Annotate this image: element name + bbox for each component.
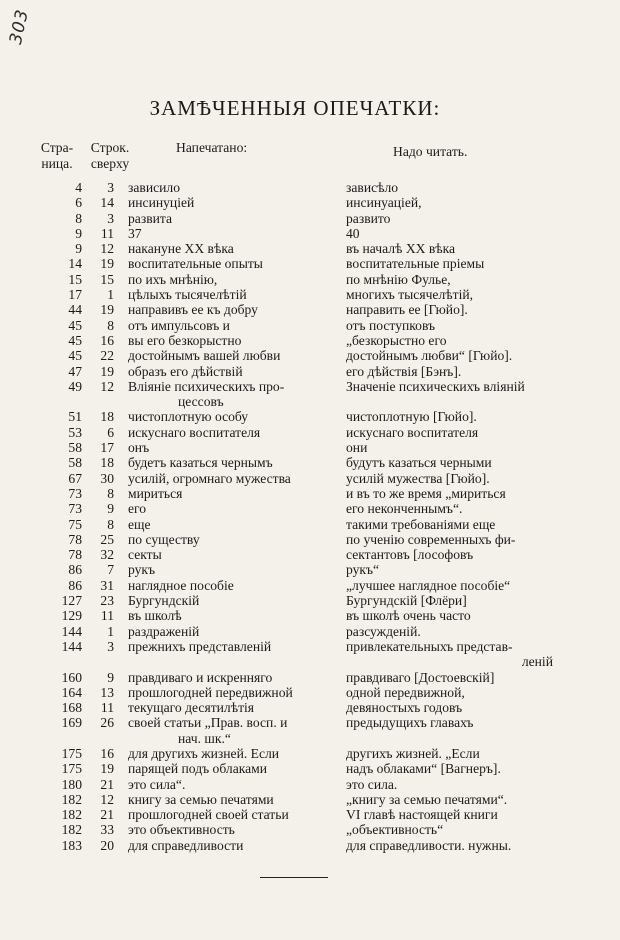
printed-text: прошлогодней передвижной	[128, 684, 293, 700]
page-number: 15	[68, 271, 82, 287]
printed-text: будетъ казаться чернымъ	[128, 455, 273, 471]
correct-text: разсужденiй.	[346, 623, 421, 639]
line-number: 17	[100, 440, 114, 456]
correct-text: искуснаго воспитателя	[346, 424, 479, 440]
table-row	[28, 180, 598, 195]
printed-text: парящей подъ облаками	[128, 761, 268, 777]
correct-text: сектантовъ [лософовъ	[346, 547, 474, 563]
printed-text: прошлогодней своей статьи	[128, 807, 289, 823]
page-number: 183	[61, 837, 82, 853]
line-number: 13	[100, 684, 114, 700]
table-row	[28, 639, 598, 670]
header-printed: Напечатано:	[176, 140, 248, 155]
printed-text: направивъ ее къ добру	[128, 302, 258, 318]
table-row	[28, 792, 598, 807]
correct-text: надъ облаками“ [Вагнеръ].	[346, 761, 501, 777]
line-number: 19	[100, 363, 114, 379]
table-row	[28, 425, 598, 440]
table-row	[28, 517, 598, 532]
line-number: 19	[100, 256, 114, 272]
page-number: 9	[75, 241, 82, 257]
printed-text: его	[128, 501, 147, 517]
line-number: 8	[107, 485, 114, 501]
line-number: 20	[100, 837, 114, 853]
page-number: 160	[61, 669, 82, 685]
line-number: 14	[100, 195, 114, 211]
page-number: 58	[68, 455, 82, 471]
page-number: 47	[68, 363, 82, 379]
page-number: 4	[75, 180, 82, 195]
line-number: 12	[100, 378, 114, 394]
page-number: 73	[68, 501, 82, 517]
printed-text: наглядное пособiе	[128, 577, 234, 593]
page-number: 45	[68, 332, 82, 348]
table-row	[28, 593, 598, 608]
page-number: 180	[61, 776, 82, 792]
printed-text: мириться	[128, 485, 183, 501]
printed-text: усилiй, огромнаго мужества	[128, 470, 291, 486]
correct-text: въ началѣ XX вѣка	[346, 241, 456, 257]
correct-text: его неконченнымъ“.	[346, 501, 463, 517]
correct-text: „безкорыстно его	[346, 332, 447, 348]
page-number: 175	[61, 745, 82, 761]
line-number: 7	[107, 562, 114, 578]
printed-text: воспитательные опыты	[128, 256, 263, 272]
table-row	[28, 761, 598, 776]
page-number: 45	[68, 317, 82, 333]
line-number: 33	[100, 822, 114, 838]
correct-text: зависѣло	[346, 180, 399, 195]
printed-text-continuation: нач. шк.“	[178, 730, 231, 746]
page-number: 49	[68, 378, 82, 394]
printed-text: своей статьи „Прав. восп. и	[128, 715, 288, 731]
table-row	[28, 364, 598, 379]
page-number: 14	[68, 256, 82, 272]
header-line: Строк. сверху	[90, 140, 130, 171]
page-number: 78	[68, 531, 82, 547]
correct-text: чистоплотную [Гюйо].	[346, 409, 477, 425]
table-row	[28, 471, 598, 486]
closing-rule	[260, 877, 328, 878]
table-row	[28, 746, 598, 761]
line-number: 8	[107, 516, 114, 532]
correct-text: отъ поступковъ	[346, 317, 436, 333]
table-row	[28, 700, 598, 715]
correct-text: 40	[346, 225, 360, 241]
page-title: ЗАМѢЧЕННЫЯ ОПЕЧАТКИ:	[149, 96, 441, 120]
line-number: 8	[107, 317, 114, 333]
line-number: 9	[107, 669, 114, 685]
page-number: 86	[68, 562, 82, 578]
correct-text: другихъ жизней. „Если	[346, 745, 480, 761]
correct-text: по мнѣнiю Фулье,	[346, 271, 451, 287]
correct-text: „книгу за семью печатями“.	[346, 791, 508, 807]
table-row	[28, 318, 598, 333]
page-number: 169	[61, 715, 82, 731]
table-row	[28, 440, 598, 455]
errata-table	[28, 138, 598, 853]
table-row	[28, 226, 598, 241]
page-number: 129	[61, 608, 82, 624]
printed-text: это объективность	[128, 822, 235, 838]
table-row	[28, 409, 598, 424]
table-row	[28, 272, 598, 287]
line-number: 12	[100, 241, 114, 257]
line-number: 18	[100, 455, 114, 471]
page-number: 75	[68, 516, 82, 532]
printed-text: для другихъ жизней. Если	[128, 745, 280, 761]
correct-text: его дѣйствiя [Бэнъ].	[346, 363, 462, 379]
page-number: 44	[68, 302, 82, 318]
line-number: 16	[100, 332, 114, 348]
page-number: 144	[61, 623, 82, 639]
line-number: 26	[100, 715, 114, 731]
line-number: 22	[100, 348, 114, 364]
correct-text: „лучшее наглядное пособiе“	[346, 577, 511, 593]
line-number: 3	[107, 180, 114, 195]
table-row	[28, 807, 598, 822]
page-number: 182	[61, 791, 82, 807]
printed-text: вы его безкорыстно	[128, 332, 242, 348]
line-number: 11	[100, 700, 114, 716]
correct-text: девяностыхъ годовъ	[346, 700, 463, 716]
table-row	[28, 624, 598, 639]
table-row	[28, 241, 598, 256]
table-row	[28, 822, 598, 837]
table-row	[28, 486, 598, 501]
page-number: 144	[61, 638, 82, 654]
printed-text: по ихъ мнѣнiю,	[128, 271, 218, 287]
correct-text: и въ то же время „мириться	[346, 485, 506, 501]
handwritten-page-number: 303	[6, 7, 33, 47]
printed-text: прежнихъ представленiй	[128, 638, 272, 654]
line-number: 19	[100, 761, 114, 777]
line-number: 3	[107, 638, 114, 654]
page-number: 86	[68, 577, 82, 593]
printed-text: достойнымъ вашей любви	[128, 348, 281, 364]
page-number: 17	[68, 287, 82, 303]
printed-text: это сила“.	[128, 776, 186, 792]
correct-text: воспитательные прiемы	[346, 256, 485, 272]
line-number: 21	[100, 776, 114, 792]
table-row	[28, 333, 598, 348]
printed-text: для справедливости	[128, 837, 244, 853]
page-number: 127	[61, 593, 82, 609]
correct-text: достойнымъ любви“ [Гюйо].	[346, 348, 513, 364]
printed-text: книгу за семью печатями	[128, 791, 274, 807]
line-number: 9	[107, 501, 114, 517]
correct-text: развито	[346, 210, 391, 226]
table-row	[28, 532, 598, 547]
correct-text: VI главѣ настоящей книги	[346, 807, 498, 823]
correct-text: направить ее [Гюйо].	[346, 302, 468, 318]
line-number: 15	[100, 271, 114, 287]
line-number: 30	[100, 470, 114, 486]
page-number: 6	[75, 195, 82, 211]
correct-text: будутъ казаться черными	[346, 455, 492, 471]
correct-text: Значенiе психическихъ влiянiй	[346, 378, 525, 394]
line-number: 18	[100, 409, 114, 425]
page-number: 53	[68, 424, 82, 440]
table-row	[28, 670, 598, 685]
printed-text: инсинуцiей	[128, 195, 195, 211]
correct-text: многихъ тысячелѣтiй,	[346, 287, 474, 303]
printed-text: рукъ	[128, 562, 156, 578]
printed-text: образъ его дѣйствiй	[128, 363, 243, 379]
printed-text: 37	[128, 225, 142, 241]
page-number: 182	[61, 822, 82, 838]
printed-text: Влiянiе психическихъ про-	[128, 378, 285, 394]
page-number: 73	[68, 485, 82, 501]
table-row	[28, 562, 598, 577]
line-number: 6	[107, 424, 114, 440]
correct-text-continuation: ленiй	[521, 654, 553, 670]
printed-text: чистоплотную особу	[128, 409, 249, 425]
printed-text: онъ	[128, 440, 150, 456]
page-number: 45	[68, 348, 82, 364]
table-row	[28, 715, 598, 746]
line-number: 21	[100, 807, 114, 823]
correct-text: предыдущихъ главахъ	[346, 715, 474, 731]
printed-text: цѣлыхъ тысячелѣтiй	[128, 287, 247, 303]
line-number: 1	[107, 287, 114, 303]
table-row	[28, 547, 598, 562]
line-number: 31	[100, 577, 114, 593]
errata-rows	[28, 180, 598, 853]
correct-text: усилiй мужества [Гюйо].	[346, 470, 490, 486]
table-row	[28, 195, 598, 210]
table-row	[28, 302, 598, 317]
correct-text: это сила.	[346, 776, 398, 792]
table-row	[28, 379, 598, 410]
header-should-read: Надо читать.	[393, 144, 468, 159]
printed-text: искуснаго воспитателя	[128, 424, 261, 440]
printed-text: Бургундскiй	[128, 593, 200, 609]
page-number: 8	[75, 210, 82, 226]
page-number: 51	[68, 409, 82, 425]
printed-text: въ школѣ	[128, 608, 182, 624]
correct-text: инсинуацiей,	[346, 195, 422, 211]
table-row	[28, 501, 598, 516]
correct-text: Бургундскiй [Флёри]	[346, 593, 467, 609]
printed-text: зависило	[128, 180, 180, 195]
table-row	[28, 348, 598, 363]
table-row	[28, 777, 598, 792]
table-row	[28, 578, 598, 593]
correct-text: для справедливости. нужны.	[346, 837, 512, 853]
correct-text: въ школѣ очень часто	[346, 608, 471, 624]
line-number: 3	[107, 210, 114, 226]
correct-text: правдиваго [Достоевскiй]	[346, 669, 495, 685]
correct-text: „объективность“	[346, 822, 444, 838]
line-number: 23	[100, 593, 114, 609]
table-row	[28, 455, 598, 470]
header-page: Стра- ница.	[40, 140, 74, 171]
line-number: 1	[107, 623, 114, 639]
correct-text: по ученiю современныхъ фи-	[346, 531, 516, 547]
line-number: 11	[100, 608, 114, 624]
line-number: 19	[100, 302, 114, 318]
printed-text: развита	[128, 210, 173, 226]
printed-text-continuation: цессовъ	[178, 394, 224, 410]
correct-text: одной передвижной,	[346, 684, 465, 700]
table-header	[28, 138, 598, 180]
table-row	[28, 838, 598, 853]
printed-text: текущаго десятилѣтiя	[128, 700, 255, 716]
page-number: 78	[68, 547, 82, 563]
correct-text: привлекательныхъ представ-	[346, 638, 513, 654]
line-number: 16	[100, 745, 114, 761]
printed-text: по существу	[128, 531, 200, 547]
printed-text: раздраженiй	[128, 623, 200, 639]
page-number: 67	[68, 470, 82, 486]
page-number: 58	[68, 440, 82, 456]
printed-text: накануне XX вѣка	[128, 241, 234, 257]
printed-text: секты	[128, 547, 162, 563]
table-row	[28, 685, 598, 700]
printed-text: еще	[128, 516, 151, 532]
line-number: 25	[100, 531, 114, 547]
line-number: 11	[100, 225, 114, 241]
page-number: 175	[61, 761, 82, 777]
table-row	[28, 608, 598, 623]
table-row	[28, 287, 598, 302]
correct-text: они	[346, 440, 368, 456]
page-number: 182	[61, 807, 82, 823]
printed-text: отъ импульсовъ и	[128, 317, 230, 333]
page-number: 164	[61, 684, 82, 700]
table-row	[28, 256, 598, 271]
line-number: 12	[100, 791, 114, 807]
page-number: 9	[75, 225, 82, 241]
line-number: 32	[100, 547, 114, 563]
correct-text: такими требованiями еще	[346, 516, 496, 532]
correct-text: рукъ“	[346, 562, 380, 578]
printed-text: правдиваго и искренняго	[128, 669, 273, 685]
table-row	[28, 211, 598, 226]
page-number: 168	[61, 700, 82, 716]
